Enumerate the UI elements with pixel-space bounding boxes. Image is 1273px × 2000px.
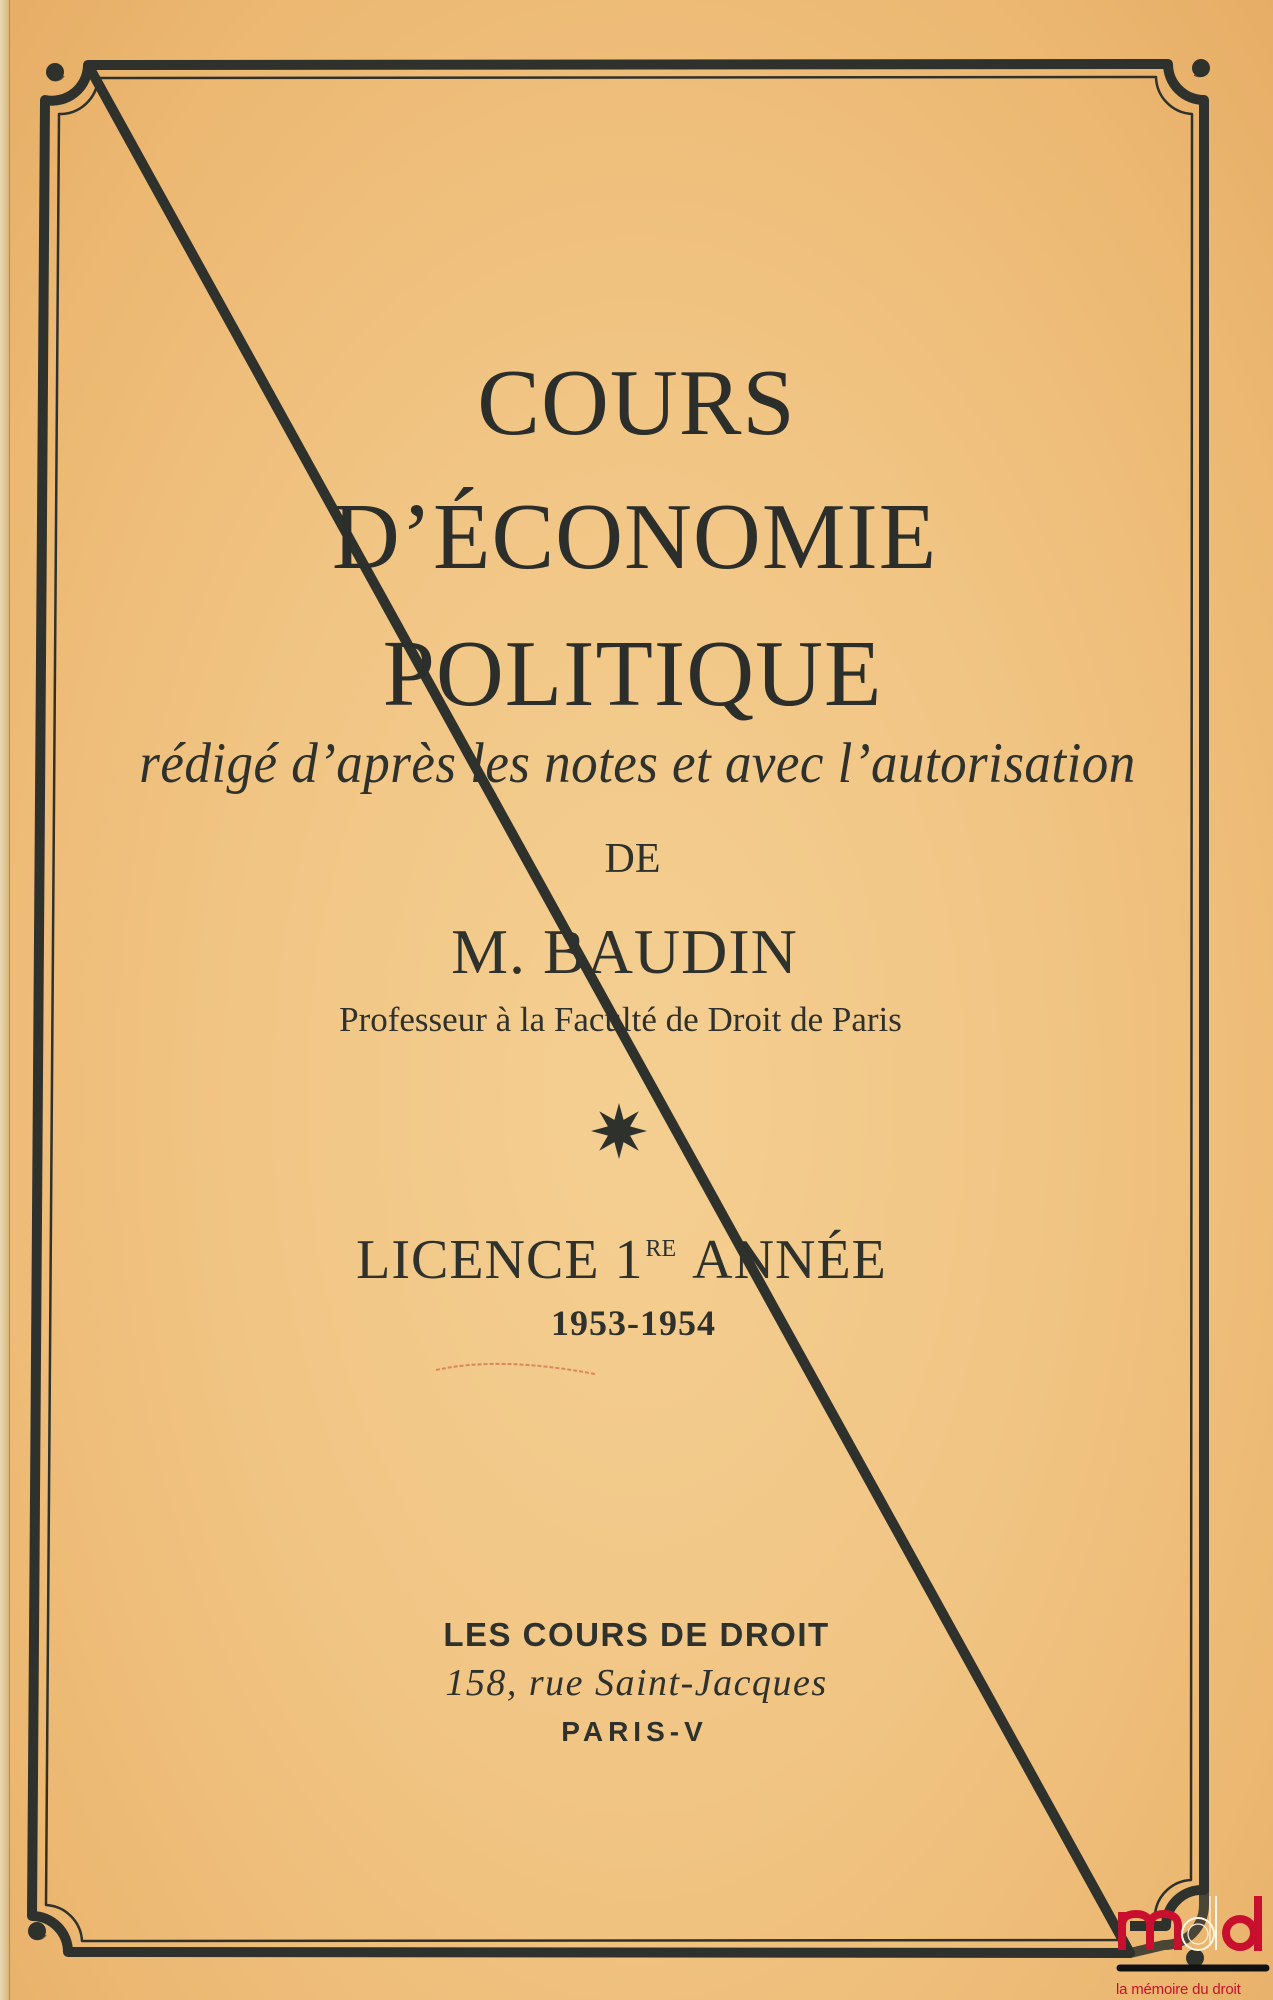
course-level-suffix: ANNÉE bbox=[680, 1229, 887, 1291]
publisher-name: LES COURS DE DROIT bbox=[443, 1616, 830, 1653]
publisher-address: 158, rue Saint-Jacques bbox=[445, 1662, 828, 1704]
subtitle: rédigé d’après les notes et avec l’autorisation bbox=[139, 732, 1136, 795]
course-level-prefix: LICENCE 1 bbox=[356, 1229, 644, 1291]
course-level-superscript: RE bbox=[645, 1236, 677, 1262]
title-line-1: COURS bbox=[477, 351, 796, 455]
title-line-3: POLITIQUE bbox=[382, 622, 883, 726]
author-affiliation: Professeur à la Faculté de Droit de Paris bbox=[339, 1000, 902, 1039]
title-line-2: D’ÉCONOMIE bbox=[331, 485, 938, 589]
academic-year: 1953-1954 bbox=[551, 1303, 716, 1343]
preposition-de: DE bbox=[604, 836, 661, 882]
publisher-city: PARIS-V bbox=[561, 1716, 708, 1747]
mdd-logo bbox=[1112, 1890, 1272, 2000]
mdd-logo-mark-icon bbox=[1112, 1890, 1272, 1980]
author-name: M. BAUDIN bbox=[451, 916, 798, 987]
logo-tagline: la mémoire du droit bbox=[1116, 1981, 1241, 1998]
